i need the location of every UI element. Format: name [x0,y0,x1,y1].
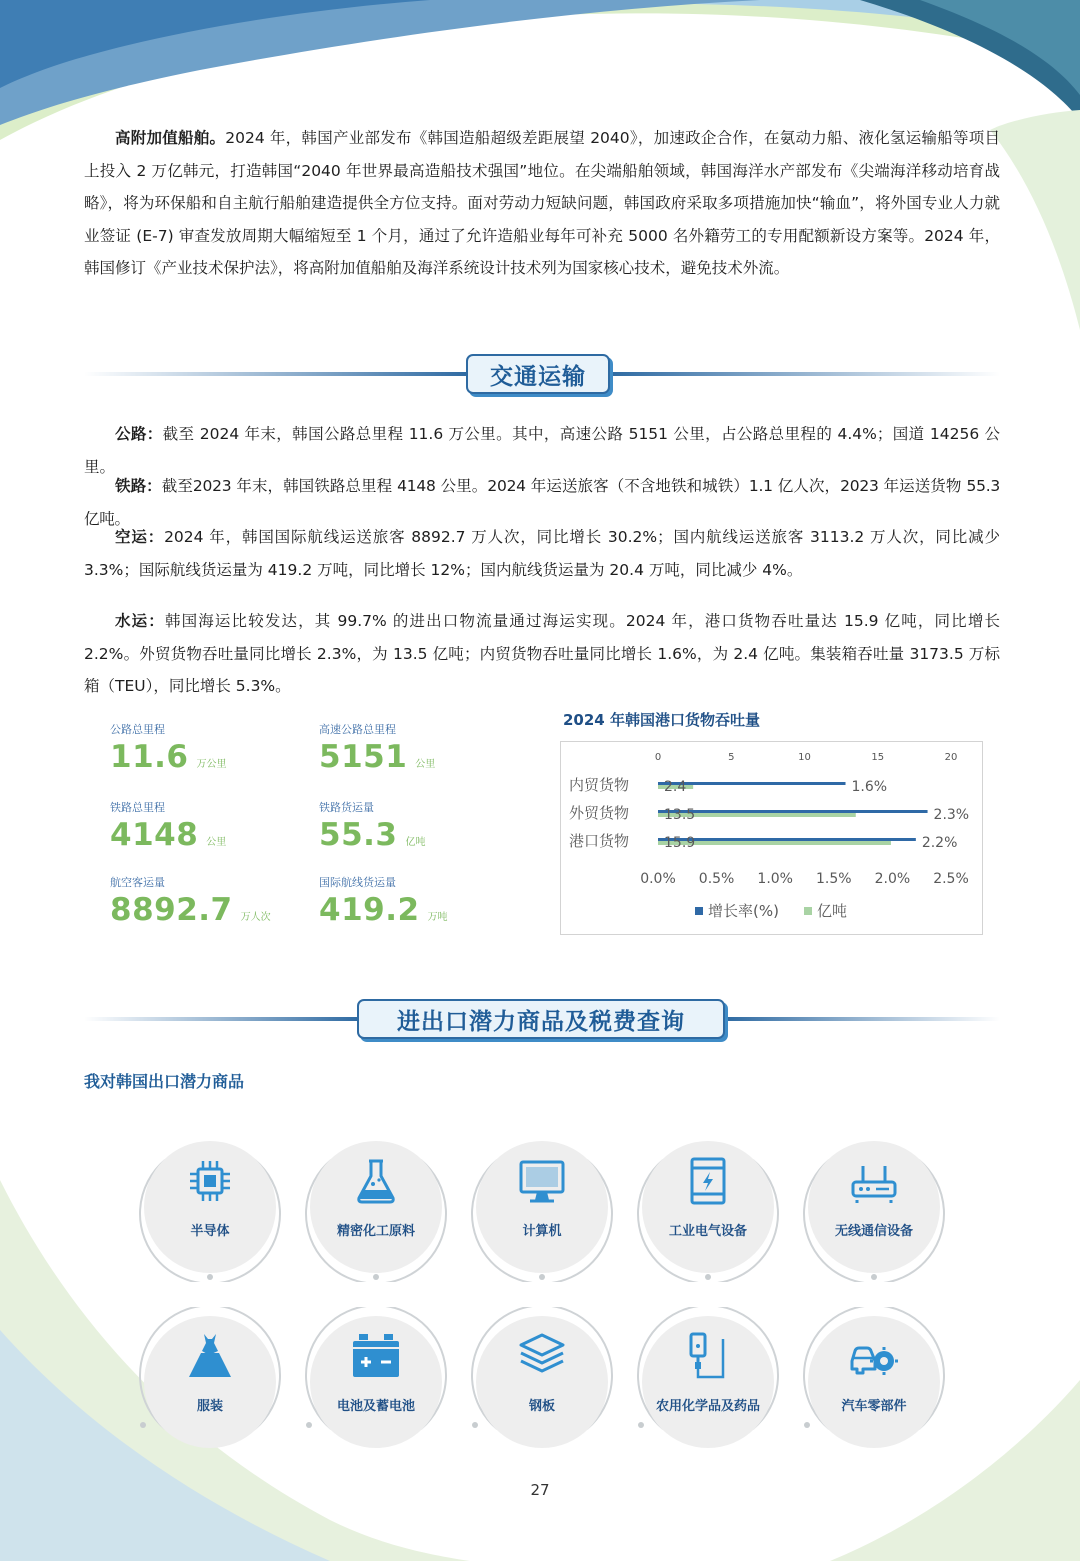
stat-unit: 亿吨 [405,837,426,848]
section-title: 交通运输 [466,354,610,394]
product-agrochemicals-pharma [633,1307,783,1457]
paragraph-lead: 高附加值船舶。 [115,129,226,147]
stat-unit: 万吨 [427,912,448,923]
product-label: 工业电气设备 [668,1224,747,1239]
bottom-axis-tick-label: 1.5% [816,871,852,887]
iv-drip-icon [683,1331,733,1381]
electrical-cabinet-icon [683,1156,733,1206]
stat-unit: 万公里 [196,759,227,770]
chip-icon [185,1156,235,1206]
data-label-tons: 13.5 [664,807,696,823]
flask-icon [351,1156,401,1206]
shipbuilding-paragraph [84,122,1000,285]
stat-railway-freight [319,799,426,853]
bottom-axis-tick-label: 0.0% [640,871,676,887]
top-axis-tick-label: 10 [798,752,811,763]
transport-section-header [84,354,1000,394]
top-axis-tick-label: 5 [728,752,735,763]
stat-value: 419.2 [319,892,420,928]
category-label: 内贸货物 [569,776,630,794]
header-line-left [84,1017,360,1021]
stat-value: 55.3 [319,817,398,853]
data-label-growth: 2.3% [933,807,970,823]
stat-value: 8892.7 [110,892,233,928]
data-label-tons: 2.4 [664,779,687,795]
bar-growth [658,838,916,841]
top-axis-tick-label: 20 [944,752,958,763]
product-semiconductor [135,1132,285,1282]
product-electrical-equipment [633,1132,783,1282]
port-throughput-chart [560,741,983,935]
legend-swatch-tons [804,907,812,915]
stat-unit: 万人次 [240,912,271,923]
bar-growth [658,810,928,813]
product-label: 无线通信设备 [834,1224,913,1239]
stat-label: 国际航线货运量 [319,876,396,889]
monitor-icon [517,1156,567,1206]
product-wireless-equipment [799,1132,949,1282]
stat-air-freight [319,874,448,928]
stat-label: 铁路总里程 [110,801,165,814]
paragraph-lead: 空运： [115,528,165,546]
paragraph-lead: 铁路： [115,477,162,495]
paragraph-lead: 公路： [115,425,163,443]
product-label: 电池及蓄电池 [336,1399,415,1414]
stat-label: 公路总里程 [110,723,165,736]
export-products-subtitle: 我对韩国出口潜力商品 [84,1072,245,1091]
car-gear-icon [849,1331,899,1381]
product-fine-chemicals [301,1132,451,1282]
stat-value: 4148 [110,817,199,853]
water-paragraph [84,605,1000,703]
data-label-tons: 15.9 [664,835,696,851]
stat-value: 11.6 [110,739,189,775]
paragraph-text: 2024 年，韩国国际航线运送旅客 8892.7 万人次，同比增长 30.2%；国内航线运送旅客 3113.2 万人次，同比减少 3.3%；国际航线货运量为 419.2 万吨，同比增长 12%；国内航线货运量为 20.4 万吨，同比减少 4%。 [84,528,1000,579]
paragraph-lead: 水运： [115,612,165,630]
category-label: 外贸货物 [569,804,630,822]
chart-svg [561,742,984,936]
paragraph-text: 截至2023 年末，韩国铁路总里程 4148 公里。2024 年运送旅客（不含地铁和城铁）1.1 亿人次，2023 年运送货物 55.3 亿吨。 [84,477,1000,528]
product-label: 计算机 [522,1224,562,1239]
page-number: 27 [530,1481,550,1499]
product-apparel [135,1307,285,1457]
stat-label: 航空客运量 [110,876,165,889]
product-computer [467,1132,617,1282]
header-line-left [84,372,469,376]
product-label: 钢板 [528,1399,555,1414]
stat-railway-total [110,799,226,853]
air-paragraph [84,521,1000,586]
stat-unit: 公里 [415,759,436,770]
stat-air-passengers [110,874,271,928]
stat-road-total [110,721,227,775]
category-label: 港口货物 [569,832,630,850]
stat-unit: 公里 [206,837,227,848]
top-axis-tick-label: 0 [654,752,662,763]
header-line-right [724,1017,1000,1021]
bottom-axis-tick-label: 2.0% [874,871,911,887]
data-label-growth: 1.6% [851,779,888,795]
product-label: 汽车零部件 [841,1399,907,1414]
legend-swatch-growth [695,907,703,915]
steel-sheets-icon [517,1331,567,1381]
paragraph-text: 韩国海运比较发达，其 99.7% 的进出口物流量通过海运实现。2024 年，港口货物吞吐量达 15.9 亿吨，同比增长 2.2%。外贸货物吞吐量同比增长 2.3%，为 13.5 亿吨；内贸货物吞吐量同比增长 1.6%，为 2.4 亿吨。集装箱吞吐量 3173.5 万标箱（TEU），同比增长 5.3%。 [84,612,1000,695]
product-label: 农用化学品及药品 [655,1399,760,1414]
stat-value: 5151 [319,739,408,775]
data-label-growth: 2.2% [921,835,958,851]
paragraph-text: 截至 2024 年末，韩国公路总里程 11.6 万公里。其中，高速公路 5151 公里，占公路总里程的 4.4%；国道 14256 公里。 [84,425,1000,476]
stat-expressway [319,721,435,775]
bottom-axis-tick-label: 1.0% [757,871,793,887]
chart-title: 2024 年韩国港口货物吞吐量 [563,711,760,729]
router-icon [849,1156,899,1206]
product-auto-parts [799,1307,949,1457]
trade-section-header [84,999,1000,1039]
legend-label-growth: 增长率(%) [708,902,779,920]
product-label: 服装 [196,1399,223,1414]
product-batteries [301,1307,451,1457]
product-label: 半导体 [190,1224,230,1239]
legend-label-tons: 亿吨 [817,902,848,920]
product-steel-plate [467,1307,617,1457]
dress-icon [185,1331,235,1381]
battery-icon [351,1331,401,1381]
stat-label: 铁路货运量 [319,801,374,814]
paragraph-text: 2024 年，韩国产业部发布《韩国造船超级差距展望 2040》，加速政企合作，在氨动力船、液化氢运输船等项目上投入 2 万亿韩元，打造韩国“2040 年世界最高造船技术强国”地位。在尖端船舶领域，韩国海洋水产部发布《尖端海洋移动培育战略》，将为环保船和自主航行船舶建造提供全方位支持。面对劳动力短缺问题，韩国政府采取多项措施加快“输血”，将外国专业人力就业签证 (E-7) 审查发放周期大幅缩短至 1 个月，通过了允许造船业每年可补充 5000 名外籍劳工的专用配额新设方案等。2024 年，韩国修订《产业技术保护法》，将高附加值船舶及海洋系统设计技术列为国家核心技术，避免技术外流。 [84,129,1001,277]
bottom-axis-tick-label: 2.5% [933,871,969,887]
top-axis-tick-label: 15 [871,752,885,763]
stat-label: 高速公路总里程 [319,723,396,736]
section-title: 进出口潜力商品及税费查询 [357,999,725,1039]
header-line-right [609,372,1000,376]
product-label: 精密化工原料 [336,1224,415,1239]
bottom-axis-tick-label: 0.5% [698,871,735,887]
